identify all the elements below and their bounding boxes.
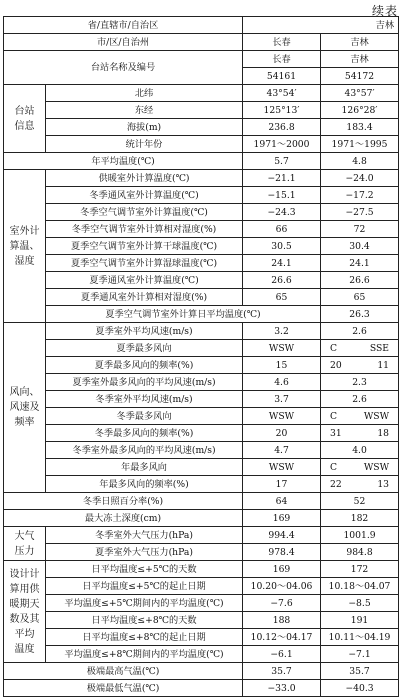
- value-changchun: 15: [243, 357, 321, 374]
- table-row: [4, 476, 399, 493]
- row-label: 冬季空气调节室外计算温度(℃): [46, 204, 243, 221]
- row-label: 夏季空气调节室外计算日平均温度(℃): [46, 306, 321, 323]
- table-row: [4, 612, 399, 629]
- value-jilin: 24.1: [321, 255, 399, 272]
- station-id-2: 54172: [321, 68, 399, 85]
- city-row: [4, 34, 399, 51]
- value-changchun: −7.6: [243, 595, 321, 612]
- value-changchun: −33.0: [243, 680, 321, 697]
- value-jilin-part: 13: [377, 478, 390, 490]
- value-jilin: −17.2: [321, 187, 399, 204]
- table-row: [4, 323, 399, 340]
- value-jilin: 52: [321, 493, 399, 510]
- table-row: [4, 102, 399, 119]
- value-changchun: 43°54′: [243, 85, 321, 102]
- station-name-2: 吉林: [321, 51, 399, 68]
- value-jilin: −7.1: [321, 646, 399, 663]
- table-row: [4, 238, 399, 255]
- value-jilin: 4.8: [321, 153, 399, 170]
- value-changchun: 3.2: [243, 323, 321, 340]
- table-row: [4, 289, 399, 306]
- table-row: [4, 204, 399, 221]
- value-jilin: 65: [321, 289, 399, 306]
- value-jilin: [321, 476, 399, 493]
- table-row: [4, 391, 399, 408]
- table-row: [4, 578, 399, 595]
- row-label: 平均温度≤+8℃期间内的平均温度(℃): [46, 646, 243, 663]
- value-jilin: 10.11～04.19: [321, 629, 399, 646]
- row-label: 夏季最多风向: [46, 340, 243, 357]
- value-changchun: 35.7: [243, 663, 321, 680]
- table-row: [4, 153, 399, 170]
- value-jilin: [321, 408, 399, 425]
- group-label: 大气 压力: [4, 527, 46, 561]
- value-jilin: 72: [321, 221, 399, 238]
- value-changchun: 4.6: [243, 374, 321, 391]
- value-changchun: 125°13′: [243, 102, 321, 119]
- value-jilin-part: C: [330, 410, 338, 422]
- value-jilin-part: 18: [377, 427, 390, 439]
- value-jilin: −24.0: [321, 170, 399, 187]
- value-jilin: [321, 340, 399, 357]
- table-row: [4, 170, 399, 187]
- value-jilin: 2.6: [321, 323, 399, 340]
- value-changchun: WSW: [243, 459, 321, 476]
- value-changchun: 188: [243, 612, 321, 629]
- value-jilin-part: WSW: [363, 461, 390, 473]
- row-label: 年平均温度(℃): [4, 153, 243, 170]
- value-changchun: 5.7: [243, 153, 321, 170]
- value-changchun: 26.3: [321, 306, 399, 323]
- row-label: 供暖室外计算温度(℃): [46, 170, 243, 187]
- value-jilin-part: C: [330, 461, 338, 473]
- group-label: 台站 信息: [4, 85, 46, 153]
- row-label: 冬季通风室外计算温度(℃): [46, 187, 243, 204]
- value-changchun: −6.1: [243, 646, 321, 663]
- row-label: 冬季室外大气压力(hPa): [46, 527, 243, 544]
- row-label: 夏季通风室外计算相对湿度(%): [46, 289, 243, 306]
- row-label: 冬季最多风向的频率(%): [46, 425, 243, 442]
- row-label: 最大冻土深度(cm): [4, 510, 243, 527]
- table-row: [4, 357, 399, 374]
- row-label: 冬季日照百分率(%): [4, 493, 243, 510]
- value-jilin: 984.8: [321, 544, 399, 561]
- row-label: 冬季室外最多风向的平均风速(m/s): [46, 442, 243, 459]
- row-label: 北纬: [46, 85, 243, 102]
- row-label: 东经: [46, 102, 243, 119]
- value-changchun: 978.4: [243, 544, 321, 561]
- row-label: 夏季空气调节室外计算干球温度(℃): [46, 238, 243, 255]
- table-row: [4, 680, 399, 697]
- table-row: [4, 187, 399, 204]
- value-jilin: [321, 357, 399, 374]
- value-jilin: 4.0: [321, 442, 399, 459]
- table-row: [4, 629, 399, 646]
- province-value: 吉林: [243, 17, 399, 34]
- value-changchun: −15.1: [243, 187, 321, 204]
- value-changchun: 1971～2000: [243, 136, 321, 153]
- table-row: [4, 595, 399, 612]
- value-jilin: 1971～1995: [321, 136, 399, 153]
- value-jilin-part: C: [330, 342, 338, 354]
- value-jilin-part: SSE: [369, 342, 390, 354]
- value-changchun: 10.20～04.06: [243, 578, 321, 595]
- row-label: 夏季室外大气压力(hPa): [46, 544, 243, 561]
- row-label: 年最多风向的频率(%): [46, 476, 243, 493]
- station-name-1: 长春: [243, 51, 321, 68]
- row-label: 平均温度≤+5℃期间内的平均温度(℃): [46, 595, 243, 612]
- value-changchun: −24.3: [243, 204, 321, 221]
- value-jilin: 2.6: [321, 391, 399, 408]
- row-label: 日平均温度≤+8℃的天数: [46, 612, 243, 629]
- table-row: [4, 255, 399, 272]
- station-label: 台站名称及编号: [4, 51, 243, 85]
- row-label: 夏季通风室外计算温度(℃): [46, 272, 243, 289]
- row-label: 夏季室外平均风速(m/s): [46, 323, 243, 340]
- row-label: 海拔(m): [46, 119, 243, 136]
- table-row: [4, 221, 399, 238]
- province-label: 省/直辖市/自治区: [4, 17, 243, 34]
- table-row: [4, 85, 399, 102]
- table-row: [4, 527, 399, 544]
- table-row: [4, 663, 399, 680]
- value-changchun: WSW: [243, 340, 321, 357]
- value-changchun: 64: [243, 493, 321, 510]
- value-changchun: 30.5: [243, 238, 321, 255]
- continued-label: 续表: [371, 4, 398, 18]
- climate-table: [3, 16, 399, 697]
- table-row: [4, 408, 399, 425]
- table-row: [4, 374, 399, 391]
- row-label: 冬季室外平均风速(m/s): [46, 391, 243, 408]
- group-label: 风向、 风速及 频率: [4, 323, 46, 493]
- station-id-1: 54161: [243, 68, 321, 85]
- value-jilin-part: 20: [330, 359, 342, 371]
- table-row: [4, 136, 399, 153]
- value-changchun: 26.6: [243, 272, 321, 289]
- value-changchun: 24.1: [243, 255, 321, 272]
- table-row: [4, 544, 399, 561]
- value-changchun: 3.7: [243, 391, 321, 408]
- value-jilin: −27.5: [321, 204, 399, 221]
- value-jilin: 191: [321, 612, 399, 629]
- table-row: [4, 425, 399, 442]
- row-label: 夏季最多风向的频率(%): [46, 357, 243, 374]
- group-label: 设计计 算用供 暖期天 数及其 平均 温度: [4, 561, 46, 663]
- value-jilin: 35.7: [321, 663, 399, 680]
- value-jilin-part: 11: [377, 359, 390, 371]
- row-label: 冬季最多风向: [46, 408, 243, 425]
- row-label: 日平均温度≤+8℃的起止日期: [46, 629, 243, 646]
- row-label: 极端最低气温(℃): [4, 680, 243, 697]
- table-row: [4, 459, 399, 476]
- value-changchun: 66: [243, 221, 321, 238]
- value-jilin: 2.3: [321, 374, 399, 391]
- table-row: [4, 646, 399, 663]
- group-label: 室外计 算温、 湿度: [4, 170, 46, 323]
- row-label: 日平均温度≤+5℃的天数: [46, 561, 243, 578]
- value-jilin: 172: [321, 561, 399, 578]
- table-row: [4, 272, 399, 289]
- city-value-1: 长春: [243, 34, 321, 51]
- value-changchun: WSW: [243, 408, 321, 425]
- value-changchun: 236.8: [243, 119, 321, 136]
- station-name-row: [4, 51, 399, 68]
- row-label: 统计年份: [46, 136, 243, 153]
- value-changchun: 65: [243, 289, 321, 306]
- value-jilin: 1001.9: [321, 527, 399, 544]
- city-value-2: 吉林: [321, 34, 399, 51]
- table-row: [4, 442, 399, 459]
- row-label: 日平均温度≤+5℃的起止日期: [46, 578, 243, 595]
- value-jilin-part: WSW: [363, 410, 390, 422]
- row-label: 夏季室外最多风向的平均风速(m/s): [46, 374, 243, 391]
- value-jilin: [321, 459, 399, 476]
- value-jilin-part: 22: [330, 478, 342, 490]
- value-changchun: 20: [243, 425, 321, 442]
- table-row: [4, 493, 399, 510]
- value-jilin: −40.3: [321, 680, 399, 697]
- value-jilin: 183.4: [321, 119, 399, 136]
- value-jilin-part: 31: [330, 427, 342, 439]
- value-changchun: 17: [243, 476, 321, 493]
- value-jilin: 10.18～04.07: [321, 578, 399, 595]
- table-row: [4, 119, 399, 136]
- value-jilin: −8.5: [321, 595, 399, 612]
- row-label: 夏季空气调节室外计算湿球温度(℃): [46, 255, 243, 272]
- table-row: [4, 510, 399, 527]
- climate-table-body: [4, 17, 399, 697]
- value-changchun: 10.12～04.17: [243, 629, 321, 646]
- value-jilin: 26.6: [321, 272, 399, 289]
- value-jilin: 43°57′: [321, 85, 399, 102]
- value-changchun: 169: [243, 510, 321, 527]
- province-row: [4, 17, 399, 34]
- value-jilin: 126°28′: [321, 102, 399, 119]
- row-label: 年最多风向: [46, 459, 243, 476]
- value-jilin: 182: [321, 510, 399, 527]
- table-row: [4, 340, 399, 357]
- table-row: [4, 306, 399, 323]
- value-changchun: 4.7: [243, 442, 321, 459]
- value-jilin: [321, 425, 399, 442]
- value-changchun: 169: [243, 561, 321, 578]
- value-jilin: 30.4: [321, 238, 399, 255]
- row-label: 冬季空气调节室外计算相对湿度(%): [46, 221, 243, 238]
- value-changchun: −21.1: [243, 170, 321, 187]
- city-label: 市/区/自治州: [4, 34, 243, 51]
- value-changchun: 994.4: [243, 527, 321, 544]
- row-label: 极端最高气温(℃): [4, 663, 243, 680]
- table-row: [4, 561, 399, 578]
